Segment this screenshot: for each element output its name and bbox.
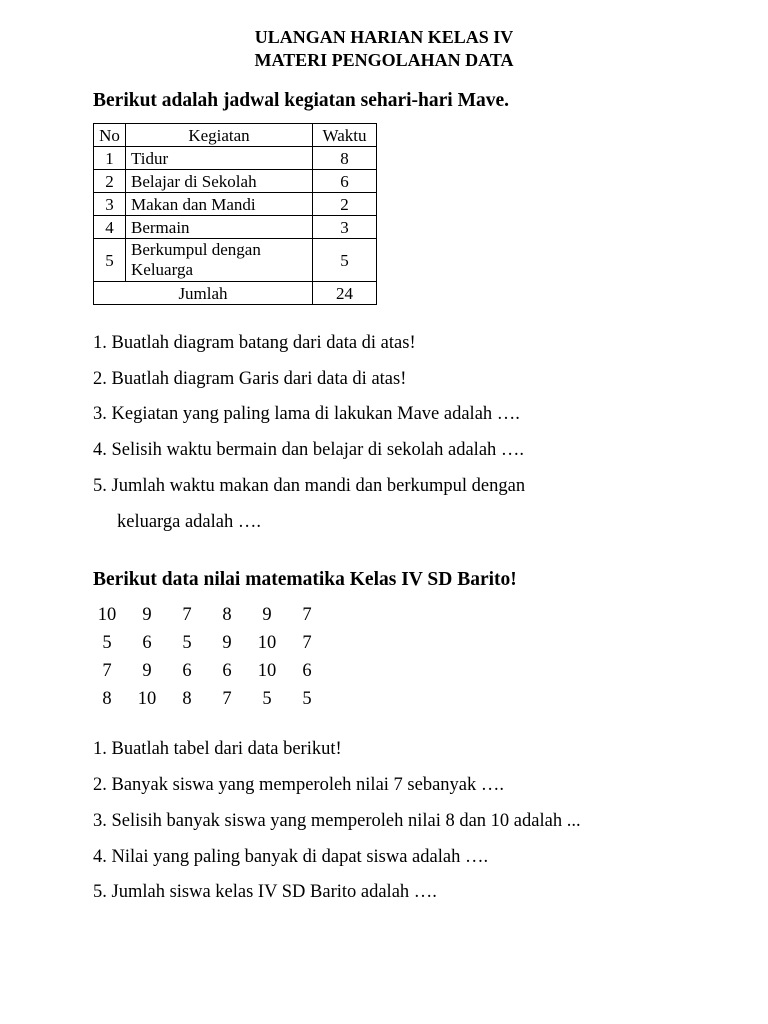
table-row (94, 239, 377, 282)
cell-no: 3 (94, 193, 126, 216)
score-value: 10 (97, 605, 117, 625)
total-value: 24 (313, 282, 377, 305)
cell-waktu: 3 (313, 216, 377, 239)
table-header-row (94, 124, 377, 147)
cell-no: 5 (94, 239, 126, 282)
cell-kegiatan: Belajar di Sekolah (126, 170, 313, 193)
document-title-line-1: ULANGAN HARIAN KELAS IV (254, 27, 514, 47)
cell-no: 4 (94, 216, 126, 239)
s1-question-5-continued: keluarga adalah …. (117, 512, 261, 532)
score-value: 9 (142, 661, 152, 681)
score-value: 9 (142, 605, 152, 625)
schedule-table (93, 123, 377, 305)
score-value: 9 (262, 605, 272, 625)
cell-waktu: 2 (313, 193, 377, 216)
cell-kegiatan (126, 239, 313, 282)
s2-question-3: 3. Selisih banyak siswa yang memperoleh nilai 8 dan 10 adalah ... (93, 811, 581, 831)
s1-question-5: 5. Jumlah waktu makan dan mandi dan berkumpul dengan (93, 476, 526, 496)
score-value: 10 (257, 633, 277, 653)
score-value: 10 (137, 689, 157, 709)
s1-question-3: 3. Kegiatan yang paling lama di lakukan Mave adalah …. (93, 404, 520, 424)
score-value: 5 (262, 689, 272, 709)
table-row (94, 147, 377, 170)
score-value: 7 (302, 605, 312, 625)
table-total-row (94, 282, 377, 305)
s2-question-2: 2. Banyak siswa yang memperoleh nilai 7 sebanyak …. (93, 775, 505, 795)
s2-question-1: 1. Buatlah tabel dari data berikut! (93, 739, 342, 759)
score-value: 9 (222, 633, 232, 653)
s1-question-4: 4. Selisih waktu bermain dan belajar di sekolah adalah …. (93, 440, 525, 460)
cell-no: 1 (94, 147, 126, 170)
cell-kegiatan: Tidur (126, 147, 313, 170)
table-row (94, 216, 377, 239)
score-value: 6 (302, 661, 312, 681)
score-value: 6 (182, 661, 192, 681)
score-value: 8 (182, 689, 192, 709)
cell-waktu: 6 (313, 170, 377, 193)
score-value: 10 (257, 661, 277, 681)
section2-heading: Berikut data nilai matematika Kelas IV SD Barito! (93, 569, 517, 590)
cell-kegiatan-line-1: Berkumpul dengan (131, 240, 261, 259)
score-value: 8 (222, 605, 232, 625)
score-value: 6 (142, 633, 152, 653)
total-label: Jumlah (94, 282, 313, 305)
cell-kegiatan: Bermain (126, 216, 313, 239)
section1-heading: Berikut adalah jadwal kegiatan sehari-hari Mave. (93, 90, 510, 111)
document-title-line-2: MATERI PENGOLAHAN DATA (254, 50, 514, 70)
score-value: 7 (302, 633, 312, 653)
score-value: 7 (102, 661, 112, 681)
cell-no: 2 (94, 170, 126, 193)
header-kegiatan: Kegiatan (126, 124, 313, 147)
score-value: 7 (182, 605, 192, 625)
header-no: No (94, 124, 126, 147)
score-value: 5 (102, 633, 112, 653)
cell-waktu: 5 (313, 239, 377, 282)
cell-kegiatan-line-2: Keluarga (131, 260, 193, 279)
header-waktu: Waktu (313, 124, 377, 147)
cell-waktu: 8 (313, 147, 377, 170)
s1-question-2: 2. Buatlah diagram Garis dari data di atas! (93, 369, 407, 389)
cell-kegiatan: Makan dan Mandi (126, 193, 313, 216)
s2-question-4: 4. Nilai yang paling banyak di dapat siswa adalah …. (93, 847, 489, 867)
table-row (94, 193, 377, 216)
score-value: 7 (222, 689, 232, 709)
score-value: 6 (222, 661, 232, 681)
s1-question-1: 1. Buatlah diagram batang dari data di atas! (93, 333, 416, 353)
score-value: 8 (102, 689, 112, 709)
score-value: 5 (182, 633, 192, 653)
table-row (94, 170, 377, 193)
score-value: 5 (302, 689, 312, 709)
s2-question-5: 5. Jumlah siswa kelas IV SD Barito adalah …. (93, 882, 437, 902)
